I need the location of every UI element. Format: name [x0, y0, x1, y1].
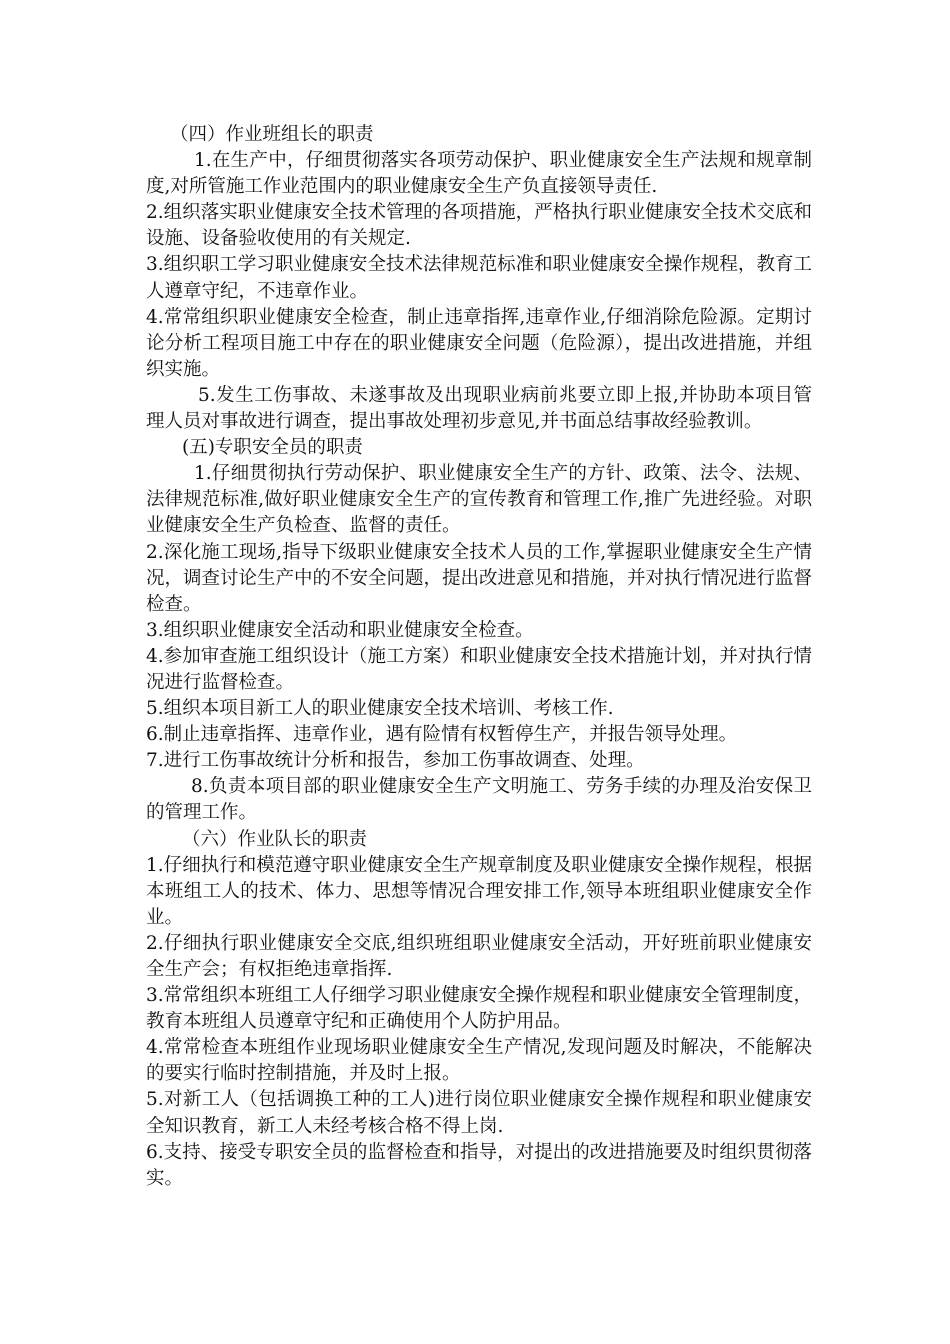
section-4-item-3: 3.组织职工学习职业健康安全技术法律规范标准和职业健康安全操作规程，教育工人遵章守纪，不违章作业。 [146, 254, 812, 302]
section-5-item-1: 1.仔细贯彻执行劳动保护、职业健康安全生产的方针、政策、法令、法规、法律规范标准,做好职业健康安全生产的宣传教育和管理工作,推广先进经验。对职业健康安全生产负检查、监督的责任。 [146, 463, 812, 537]
section-4-item-4: 4.常常组织职业健康安全检查，制止违章指挥,违章作业,仔细消除危险源。定期讨论分析工程项目施工中存在的职业健康安全问题（危险源），提出改进措施，并组织实施。 [146, 306, 812, 380]
section-6-item-1: 1.仔细执行和模范遵守职业健康安全生产规章制度及职业健康安全操作规程，根据本班组工人的技术、体力、思想等情况合理安排工作,领导本班组职业健康安全作业。 [146, 854, 812, 928]
section-5-item-2: 2.深化施工现场,指导下级职业健康安全技术人员的工作,掌握职业健康安全生产情况，调查讨论生产中的不安全问题，提出改进意见和措施，并对执行情况进行监督检查。 [146, 541, 813, 615]
section-5-item-7: 7.进行工伤事故统计分析和报告，参加工伤事故调查、处理。 [146, 750, 645, 772]
section-5-item-5: 5.组织本项目新工人的职业健康安全技术培训、考核工作. [146, 698, 614, 720]
section-5-item-3: 3.组织职业健康安全活动和职业健康安全检查。 [146, 619, 534, 641]
document-body [146, 122, 812, 1192]
section-5-item-8: 8.负责本项目部的职业健康安全生产文明施工、劳务手续的办理及治安保卫的管理工作。 [146, 776, 812, 824]
section-heading-5: (五)专职安全员的职责 [182, 437, 363, 459]
section-4-item-5: 5.发生工伤事故、未遂事故及出现职业病前兆要立即上报,并协助本项目管理人员对事故进行调查，提出事故处理初步意见,并书面总结事故经验教训。 [146, 384, 812, 433]
section-5-item-4: 4.参加审查施工组织设计（施工方案）和职业健康安全技术措施计划，并对执行情况进行监督检查。 [146, 645, 812, 693]
section-4-item-1: 1.在生产中，仔细贯彻落实各项劳动保护、职业健康安全生产法规和规章制度,对所管施工作业范围内的职业健康安全生产负直接领导责任. [146, 150, 812, 198]
section-6-item-5: 5.对新工人（包括调换工种的工人)进行岗位职业健康安全操作规程和职业健康安全知识教育，新工人未经考核合格不得上岗. [146, 1089, 812, 1137]
section-6-item-2: 2.仔细执行职业健康安全交底,组织班组职业健康安全活动，开好班前职业健康安全生产会；有权拒绝违章指挥. [146, 932, 812, 980]
section-6-item-3: 3.常常组织本班组工人仔细学习职业健康安全操作规程和职业健康安全管理制度，教育本班组人员遵章守纪和正确使用个人防护用品。 [146, 985, 812, 1033]
section-6-item-6: 6.支持、接受专职安全员的监督检查和指导，对提出的改进措施要及时组织贯彻落实。 [146, 1141, 812, 1189]
section-4-item-2: 2.组织落实职业健康安全技术管理的各项措施，严格执行职业健康安全技术交底和设施、设备验收使用的有关规定. [146, 202, 812, 250]
section-6-item-4: 4.常常检查本班组作业现场职业健康安全生产情况,发现问题及时解决，不能解决的要实行临时控制措施，并及时上报。 [146, 1037, 812, 1085]
section-5-item-6: 6.制止违章指挥、违章作业，遇有险情有权暂停生产，并报告领导处理。 [146, 724, 738, 746]
section-heading-6: （六）作业队长的职责 [182, 828, 368, 850]
section-heading-4: （四）作业班组长的职责 [170, 124, 374, 145]
